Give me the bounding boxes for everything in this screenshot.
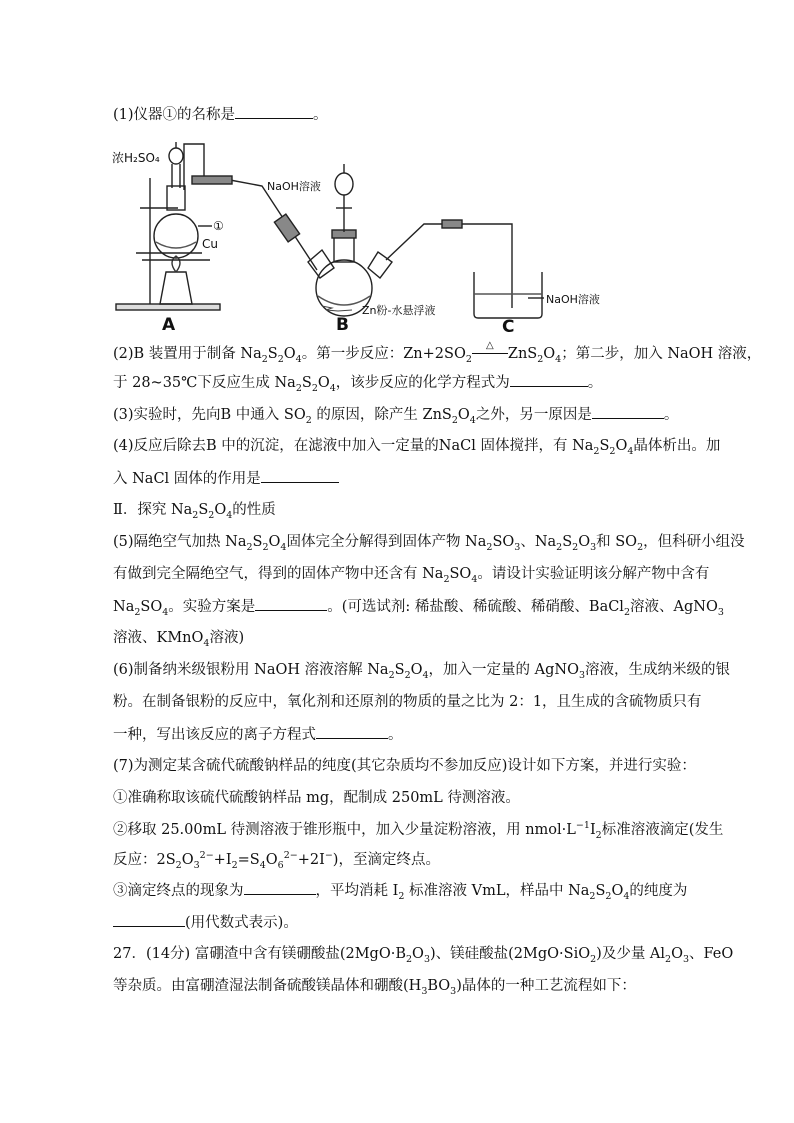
question-1: (1)仪器①的名称是 。 (113, 104, 328, 125)
zn-label: Zn粉-水悬浮液 (362, 304, 436, 317)
answer-blank (510, 372, 588, 387)
acid-label: 浓H₂SO₄ (112, 151, 160, 165)
stand-base (116, 304, 220, 310)
question-2-line-1: (2)B 装置用于制备 $Na_2S_2O_4$。第一步反应：$Zn+2SO_2$ △ $ZnS_2O_4$；第二步，加入 NaOH 溶液， (113, 340, 762, 365)
cu-label: Cu (202, 237, 218, 251)
alcohol-lamp (160, 272, 192, 304)
answer-blank (316, 724, 388, 739)
question-6-line-2: 粉。在制备银粉的反应中，氧化剂和还原剂的物质的量之比为 2：1，且生成的含硫物质只有 (113, 694, 702, 710)
naoh-beaker-label: NaOH溶液 (546, 293, 600, 306)
marker-1: ① (213, 219, 224, 233)
answer-blank (113, 912, 185, 927)
question-3: (3)实验时，先向B 中通入 $SO_2$ 的原因，除产生 $ZnS_2O_4$之外，另一原因是 。 (113, 404, 678, 425)
label-a: A (162, 315, 176, 335)
answer-blank (244, 880, 316, 895)
beaker-c (474, 272, 542, 318)
side-neck-right-b (368, 252, 392, 278)
question-4-line-1: (4)反应后除去B 中的沉淀，在滤液中加入一定量的NaCl 固体搅拌，有 $Na_2S_2O_4$晶体析出。加 (113, 438, 721, 457)
label-c: C (502, 317, 515, 337)
delivery-tube-b (386, 224, 512, 308)
question-7-step-1: ①准确称取该硫代硫酸钠样品 mg，配制成 250mL 待测溶液。 (113, 790, 520, 806)
apparatus-diagram (112, 138, 632, 338)
question-7-line-6: (用代数式表示)。 (113, 912, 298, 933)
question-4-line-2: 入 NaCl 固体的作用是 (113, 468, 339, 489)
flask-neck-a (167, 186, 185, 210)
section-2-heading: Ⅱ．探究 $Na_2S_2O_4$的性质 (113, 502, 276, 521)
round-bottom-flask-a (154, 214, 198, 258)
answer-blank (255, 596, 327, 611)
question-5-line-4: 溶液、KMnO$_4$溶液) (113, 630, 245, 649)
answer-blank (592, 404, 664, 419)
question-7-step-3: ③滴定终点的现象为 ，平均消耗 $I_2$ 标准溶液 VmL，样品中 $Na_2S_2O_4$的纯度为 (113, 880, 687, 901)
question-7-reaction: 反应：$2S_2O_3^{2-}+I_2=S_4O_6^{2-}+2I^-$)，至滴定终点。 (113, 850, 440, 871)
question-5-line-2: 有做到完全隔绝空气，得到的固体产物中还含有 $Na_2SO_4$。请设计实验证明该分解产物中含有 (113, 566, 710, 585)
question-7-line-1: (7)为测定某含硫代硫酸钠样品的纯度(其它杂质均不参加反应)设计如下方案，并进行实验： (113, 758, 696, 774)
question-5-line-3: $Na_2SO_4$。实验方案是 。(可选试剂: 稀盐酸、稀硫酸、稀硝酸、BaCl$_2$溶液、AgNO$_3$ (113, 596, 724, 617)
dropping-funnel-b (335, 173, 353, 195)
question-27-line-2: 等杂质。由富硼渣湿法制备硫酸镁晶体和硼酸$(H_3BO_3)$晶体的一种工艺流程如下： (113, 978, 636, 997)
question-5-line-1: (5)隔绝空气加热 $Na_2S_2O_4$固体完全分解得到固体产物 $Na_2SO_3$、$Na_2S_2O_3$和 $SO_2$，但科研小组没 (113, 534, 745, 553)
answer-blank (261, 468, 339, 483)
question-6-line-1: (6)制备纳米级银粉用 NaOH 溶液溶解 $Na_2S_2O_4$，加入一定量的 AgNO$_3$溶液，生成纳米级的银 (113, 662, 731, 681)
delivery-tube-a (184, 144, 317, 270)
question-2-line-2: 于 28~35℃下反应生成 $Na_2S_2O_4$，该步反应的化学方程式为 。 (113, 372, 602, 393)
question-7-step-2: ②移取 25.00mL 待测溶液于锥形瓶中，加入少量淀粉溶液，用 $nmol\cdot L^{-1}I_2$标准溶液滴定(发生 (113, 820, 724, 841)
dropping-funnel-a (169, 148, 183, 164)
label-b: B (336, 315, 349, 335)
answer-blank (235, 104, 313, 119)
question-27-line-1: 27．(14分) 富硼渣中含有镁硼酸盐$(2MgO\cdot B_2O_3)$、镁硅酸盐(2MgO·SiO$_2$)及少量 $Al_2O_3$、FeO (113, 946, 734, 965)
naoh-funnel-label: NaOH溶液 (267, 180, 321, 193)
question-6-line-3: 一种，写出该反应的离子方程式 。 (113, 724, 403, 745)
